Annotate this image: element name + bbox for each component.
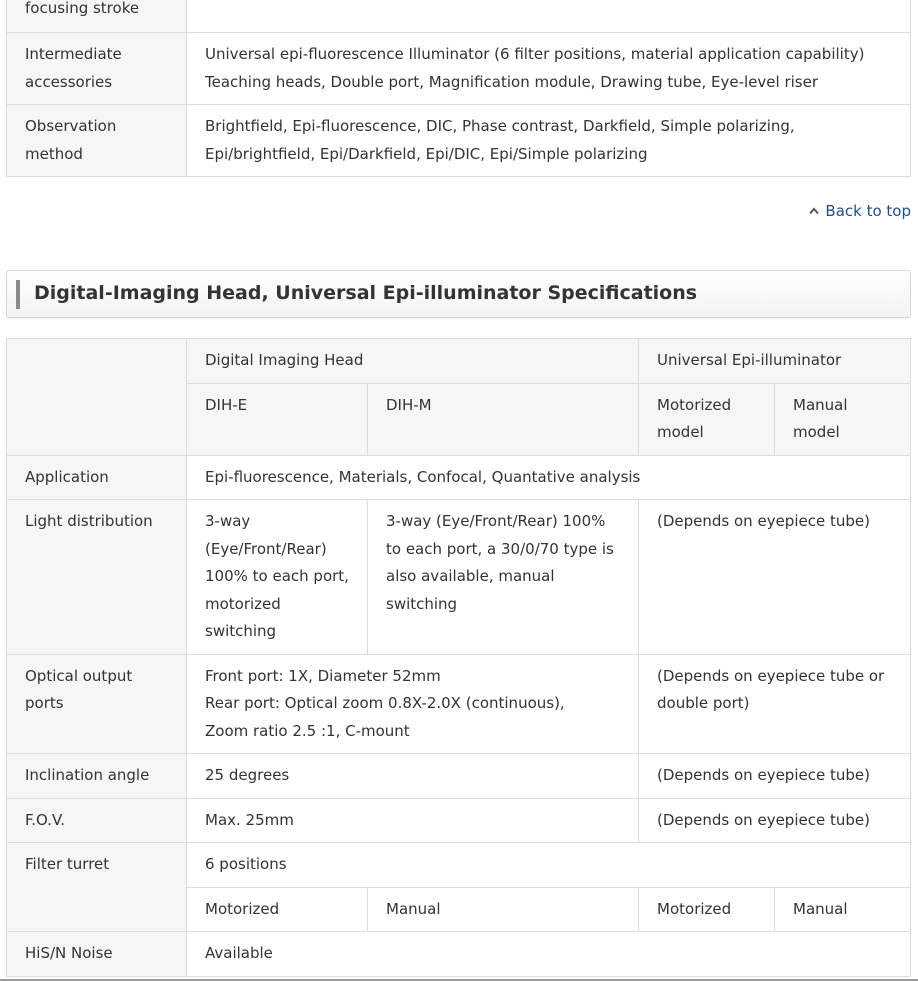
inclination-value: 25 degrees [187,754,639,799]
row-value [187,0,911,33]
table-row [7,33,911,105]
row-label: Light distribution [7,500,187,655]
back-to-top-link[interactable] [809,202,911,220]
row-label: Intermediate accessories [7,33,187,105]
fov-value: Max. 25mm [187,798,639,843]
optical-output-value [187,654,639,754]
table-row [7,339,911,384]
light-distribution-epi: (Depends on eyepiece tube) [639,500,911,655]
table-row [7,105,911,177]
value-line: Front port: 1X, Diameter 52mm [205,666,441,685]
row-label: focusing stroke [7,0,187,33]
value-line: Brightfield, Epi-fluorescence, DIC, Phase contrast, Darkfield, Simple polarizing, [205,117,795,135]
value-line: Universal epi-fluorescence Illuminator (6 filter positions, material application capability) [205,45,865,63]
row-label: Filter turret [7,843,187,932]
header-motorized-model: Motorized model [639,383,775,455]
filter-turret-dih-m: Manual [368,887,639,932]
header-dih-m: DIH-M [368,383,639,455]
table-row [7,754,911,799]
table-row [7,932,911,977]
header-universal-epi-illuminator: Universal Epi-illuminator [639,339,911,384]
spec-table-top [6,0,911,177]
chevron-up-icon [809,206,819,216]
row-value [187,105,911,177]
filter-turret-epi-motorized: Motorized [639,887,775,932]
table-row [7,798,911,843]
inclination-epi: (Depends on eyepiece tube) [639,754,911,799]
noise-value: Available [187,932,911,977]
light-distribution-dih-e: 3-way (Eye/Front/Rear) 100% to each port, motorized switching [187,500,368,655]
value-line: Zoom ratio 2.5 :1, C-mount [205,721,410,740]
back-to-top-label: Back to top [825,202,911,220]
table-row [7,654,911,754]
application-value: Epi-fluorescence, Materials, Confocal, Quantative analysis [187,455,911,500]
table-row [7,843,911,888]
filter-turret-dih-e: Motorized [187,887,368,932]
light-distribution-dih-m: 3-way (Eye/Front/Rear) 100% to each port, a 30/0/70 type is also available, manual switching [368,500,639,655]
table-row [7,455,911,500]
header-manual-model: Manual model [775,383,911,455]
spec-table-imaging-head [6,338,911,977]
corner-cell [7,339,187,456]
fov-epi: (Depends on eyepiece tube) [639,798,911,843]
optical-output-epi: (Depends on eyepiece tube or double port) [639,654,911,754]
table-row [7,0,911,33]
filter-turret-epi-manual: Manual [775,887,911,932]
header-digital-imaging-head: Digital Imaging Head [187,339,639,384]
row-label: Inclination angle [7,754,187,799]
row-label: Application [7,455,187,500]
row-label: Optical output ports [7,654,187,754]
value-line: Teaching heads, Double port, Magnification module, Drawing tube, Eye-level riser [205,72,819,91]
row-label: Observation method [7,105,187,177]
row-label: HiS/N Noise [7,932,187,977]
section-heading [6,270,911,318]
value-line: Epi/brightfield, Epi/Darkfield, Epi/DIC, Epi/Simple polarizing [205,144,648,163]
value-line: Rear port: Optical zoom 0.8X-2.0X (continuous), [205,694,565,712]
table-row [7,500,911,655]
header-dih-e: DIH-E [187,383,368,455]
heading-accent-bar [16,280,20,309]
row-label: F.O.V. [7,798,187,843]
filter-turret-value: 6 positions [187,843,911,888]
row-value [187,33,911,105]
section-title: Digital-Imaging Head, Universal Epi-illuminator Specifications [34,282,698,304]
